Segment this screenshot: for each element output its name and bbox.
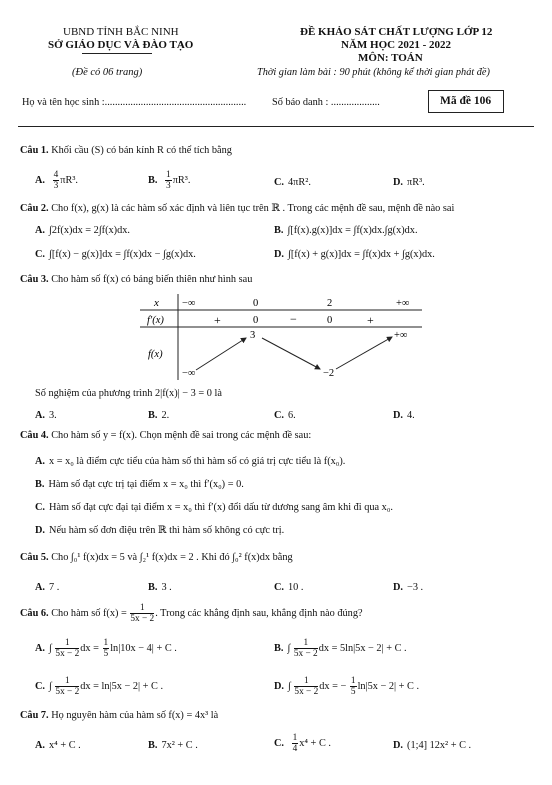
f-value: −2 <box>323 368 335 379</box>
f-value: +∞ <box>394 330 408 341</box>
question-text: Cho ∫₀¹ f(x)dx = 5 và ∫₂¹ f(x)dx = 2 . Khi đó ∫₀² f(x)dx bằng <box>51 552 293 563</box>
fraction: $\frac{1}{5x - 2}$ <box>55 676 80 697</box>
decrease-arrow <box>262 338 320 369</box>
row-label-fprime: f′(x) <box>147 315 164 326</box>
sign: − <box>290 312 297 326</box>
fraction: $\frac{1}{5}$ <box>103 638 109 659</box>
x-value: −∞ <box>182 298 196 309</box>
question-text: Cho hàm số y = f(x). Chọn mệnh đề sai trong các mệnh đề sau: <box>51 430 312 441</box>
question-subtext: Số nghiệm của phương trình 2|f(x)| − 3 = 0 là <box>35 388 222 399</box>
option-d[interactable]: D. Nếu hàm số đơn điệu trên ℝ thì hàm số không có cực trị. <box>35 525 285 536</box>
question-label: Câu 1. <box>20 145 49 156</box>
header-divider <box>18 126 534 127</box>
fraction: $\frac{1}{5x - 2}$ <box>130 603 155 624</box>
option-b[interactable]: B. Hàm số đạt cực trị tại điểm x = x₀ thì f′(x₀) = 0. <box>35 479 244 490</box>
option-c[interactable]: C. ∫ $\frac{1}{5x - 2}$ dx = ln|5x − 2| + C . <box>35 676 164 697</box>
option-c[interactable]: C. ∫[f(x) − g(x)]dx = ∫f(x)dx − ∫g(x)dx. <box>35 249 196 260</box>
x-value: +∞ <box>396 298 410 309</box>
question-label: Câu 4. <box>20 430 49 441</box>
option-d[interactable]: D. −3 . <box>393 582 424 593</box>
increase-arrow <box>196 338 246 370</box>
sign: 0 <box>327 315 333 326</box>
subject: MÔN: TOÁN <box>358 52 423 64</box>
option-b[interactable]: B. 7x² + C . <box>148 740 198 751</box>
fraction: $\frac{1}{5x - 2}$ <box>55 638 80 659</box>
fraction: $\frac{1}{5x - 2}$ <box>294 676 319 697</box>
f-value: −∞ <box>182 368 196 379</box>
row-label-f: f(x) <box>148 349 163 360</box>
fraction: $\frac{1}{5}$ <box>350 676 356 697</box>
option-b[interactable]: B. 2. <box>148 410 170 421</box>
sign: 0 <box>253 315 259 326</box>
sign: + <box>367 313 374 327</box>
x-value: 0 <box>253 298 259 309</box>
time-limit: Thời gian làm bài : 90 phút (không kể thời gian phát đề) <box>257 67 490 78</box>
option-d[interactable]: D. ∫[f(x) + g(x)]dx = ∫f(x)dx + ∫g(x)dx. <box>274 249 435 260</box>
question-label: Câu 2. <box>20 203 49 214</box>
option-a[interactable]: A. ∫ $\frac{1}{5x - 2}$ dx = $\frac{1}{5}$ ln|10x − 4| + C . <box>35 638 177 659</box>
exam-title: ĐỀ KHẢO SÁT CHẤT LƯỢNG LỚP 12 <box>300 26 493 38</box>
option-a[interactable]: A. x = x₀ là điểm cực tiểu của hàm số thì hàm số có giá trị cực tiểu là f(x₀). <box>35 456 346 467</box>
option-d[interactable]: D. ∫ $\frac{1}{5x - 2}$ dx = − $\frac{1}{5}$ ln|5x − 2| + C . <box>274 676 420 697</box>
department-underline <box>82 53 152 54</box>
question-text: Khối cầu (S) có bán kính R có thể tích bằng <box>51 145 232 156</box>
authority-name: UBND TỈNH BẮC NINH <box>63 26 179 38</box>
option-b[interactable]: B. 3 . <box>148 582 172 593</box>
option-a[interactable]: A. 3. <box>35 410 57 421</box>
fraction: $\frac{1}{5x - 2}$ <box>293 638 318 659</box>
question-text: Cho hàm số f(x) có bảng biến thiên như hình sau <box>51 274 253 285</box>
option-c[interactable]: C. 4πR². <box>274 177 311 188</box>
option-b[interactable]: B. $\frac{1}{3}$ πR³. <box>148 170 191 191</box>
option-b[interactable]: B. ∫[f(x).g(x)]dx = ∫f(x)dx.∫g(x)dx. <box>274 225 418 236</box>
option-d[interactable]: D. (1;4] 12x² + C . <box>393 740 472 751</box>
fraction: $\frac{1}{4}$ <box>292 733 298 754</box>
increase-arrow <box>336 337 392 369</box>
x-value: 2 <box>327 298 333 309</box>
option-c[interactable]: C. 6. <box>274 410 296 421</box>
department-name: SỞ GIÁO DỤC VÀ ĐÀO TẠO <box>48 39 194 51</box>
question-text: Họ nguyên hàm của hàm số f(x) = 4x³ là <box>51 710 219 721</box>
option-a[interactable]: A. $\frac{4}{3}$ πR³. <box>35 170 78 191</box>
school-year: NĂM HỌC 2021 - 2022 <box>341 39 451 51</box>
question-label: Câu 6. <box>20 607 49 619</box>
fraction: $\frac{1}{3}$ <box>166 170 171 191</box>
option-d[interactable]: D. 4. <box>393 410 415 421</box>
exam-code: Mã đề 106 <box>440 95 492 107</box>
option-d[interactable]: D. πR³. <box>393 177 425 188</box>
option-a[interactable]: A. 7 . <box>35 582 60 593</box>
option-c[interactable]: C. $\frac{1}{4}$ x⁴ + C . <box>274 733 331 754</box>
sign: + <box>214 313 221 327</box>
student-name-line: Họ và tên học sinh :....................................................... <box>22 97 247 108</box>
fraction: $\frac{4}{3}$ <box>53 170 59 191</box>
option-a[interactable]: A. x⁴ + C . <box>35 740 81 751</box>
option-b[interactable]: B. ∫ $\frac{1}{5x - 2}$ dx = 5ln|5x − 2| + C . <box>274 638 407 659</box>
option-c[interactable]: C. 10 . <box>274 582 304 593</box>
student-id-line: Số báo danh : ................... <box>272 97 380 108</box>
variation-table <box>140 294 422 380</box>
row-label-x: x <box>154 297 159 309</box>
question-text: Cho f(x), g(x) là các hàm số xác định và liên tục trên ℝ . Trong các mệnh đề sau, mệnh đề nào sai <box>51 203 455 214</box>
question-label: Câu 7. <box>20 710 49 721</box>
f-value: 3 <box>250 330 256 341</box>
option-c[interactable]: C. Hàm số đạt cực đại tại điểm x = x₀ thì f′(x) đổi dấu từ dương sang âm khi đi qua x₀. <box>35 502 393 513</box>
page-count-note: (Đề có 06 trang) <box>72 67 143 78</box>
question-label: Câu 5. <box>20 552 49 563</box>
question-label: Câu 3. <box>20 274 49 285</box>
option-a[interactable]: A. ∫2f(x)dx = 2∫f(x)dx. <box>35 225 130 236</box>
